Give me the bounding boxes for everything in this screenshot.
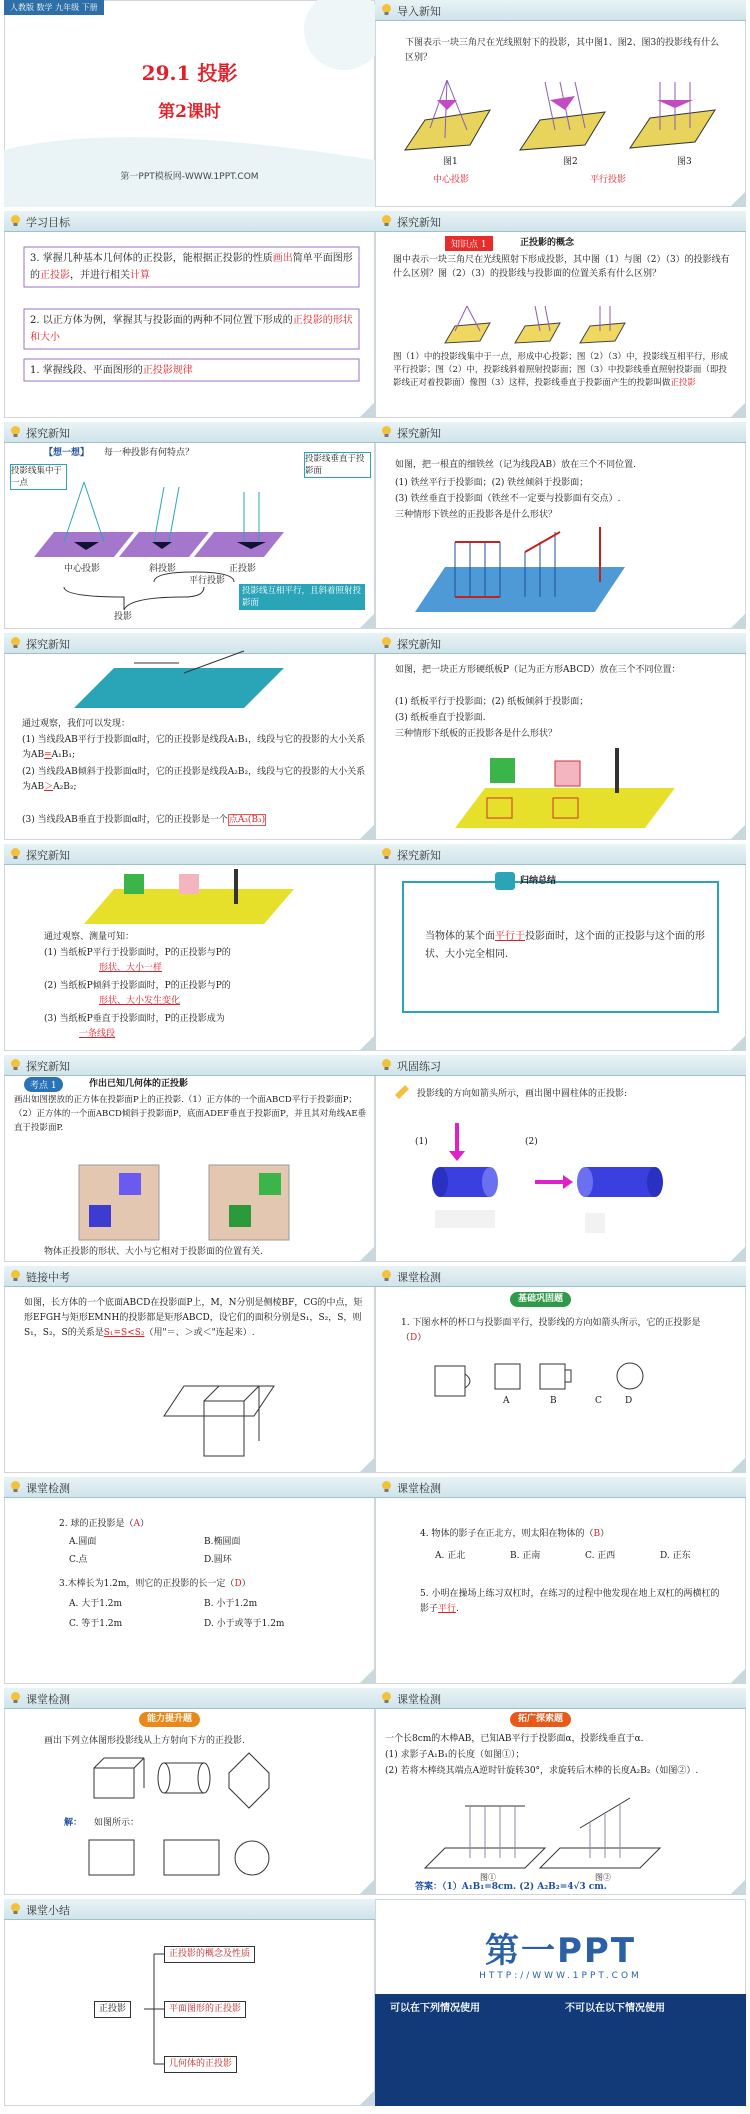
example-text: 画出如图摆放的正方体在投影面P上的正投影.（1）正方体的一个面ABCD平行于投影面P；（2）正方体的一个面ABCD倾斜于投影面P，底面ADEF垂直于投影面P，并且其对角线AE垂直于投影面P. [14, 1095, 367, 1133]
slide-concept [375, 211, 746, 418]
label-projection: 投影 [114, 612, 133, 622]
slide-quiz-2 [4, 1477, 375, 1684]
summary-root: 正投影 [94, 2001, 131, 2018]
extend-text: 一个长8cm的木棒AB，已知AB平行于投影面α，投影线垂直于α. [385, 1734, 644, 1744]
cuboid-figure [4, 1266, 375, 1473]
slide-wire [375, 422, 746, 629]
cardboard-item-1: (1) 纸板平行于投影面；(2) 纸板倾斜于投影面； [395, 697, 589, 707]
ad-url: HTTP://WWW.1PPT.COM [479, 1971, 642, 1981]
exam-text: 如图，长方体的一个底面ABCD在投影面P上，M，N分别是侧棱BF，CG的中点，矩形EFGH与矩形EMNH的投影都是矩形ABCD，设它们的面积分别是S₁，S₂，S，则S₁，S₂，S的关系是S₁=S<S₂（用"＝、＞或＜"连起来）. [24, 1298, 363, 1338]
slide-header: 课堂小结 [4, 1899, 375, 1920]
central-projection-label: 中心投影 [433, 175, 470, 185]
solution-text: 如图所示： [94, 1818, 140, 1828]
label-oblique: 斜投影 [149, 564, 177, 574]
q3-opt-b: B. 小于1.2m [204, 1599, 258, 1609]
slide-header: 探究新知 [4, 1055, 375, 1076]
wire-question: 三种情形下铁丝的正投影各是什么形状？ [395, 510, 558, 520]
slide-header: 课堂检测 [375, 1477, 746, 1498]
label-parallel-brace: 平行投影 [189, 576, 226, 586]
slide-title [4, 0, 375, 207]
slide-exam [4, 1266, 375, 1473]
slide-header: 探究新知 [4, 633, 375, 654]
result-intro: 通过观察，我们可以发现： [22, 719, 131, 729]
cr-3: (3) 当纸板P垂直于投影面时，P的正投影成为 一条线段 [44, 1014, 225, 1039]
q4-opt-a: A. 正北 [435, 1551, 466, 1561]
label-central: 中心投影 [64, 564, 101, 574]
exam-point-title: 作出已知几何体的正投影 [89, 1079, 189, 1089]
extend-badge: 拓广探索题 [510, 1712, 571, 1727]
option-D: D [625, 1396, 633, 1406]
cardboard-item-2: (3) 纸板垂直于投影面. [395, 713, 486, 723]
q4-opt-b: B. 正南 [510, 1551, 541, 1561]
practice-question: 投影线的方向如箭头所示，画出图中圆柱体的正投影: [417, 1089, 628, 1099]
ability-badge: 能力提升题 [139, 1712, 200, 1727]
fig-label-1: 图① [480, 1873, 496, 1882]
wire-figure [375, 422, 746, 629]
triangle-projection-figures [375, 0, 746, 207]
slide-header: 探究新知 [4, 844, 375, 865]
result-2: (2) 当线段AB倾斜于投影面α时，它的正投影是线段A₂B₂，线段与它的投影的大小关系为AB＞A₂B₂; [22, 767, 366, 792]
q2-opt-c: C.点 [69, 1555, 88, 1565]
slide-quiz-5 [375, 1688, 746, 1895]
slide-cardboard [375, 633, 746, 840]
label-orthogonal: 正投影 [229, 564, 257, 574]
q3-opt-d: D. 小于或等于1.2m [204, 1619, 285, 1629]
slide-header: 课堂检测 [375, 1688, 746, 1709]
goal-3: 3. 掌握几种基本几何体的正投影，能根据正投影的性质画出简单平面图形的正投影，并进行相关计算 [30, 253, 353, 281]
wire-intro: 如图，把一根直的细铁丝（记为线段AB）放在三个不同位置. [395, 460, 636, 470]
slide-think [4, 422, 375, 629]
summary-text: 当物体的某个面平行于投影面时，这个面的正投影与这个面的形状、大小完全相同. [425, 931, 705, 960]
slide-header: 探究新知 [4, 422, 375, 443]
slide-header: 探究新知 [375, 844, 746, 865]
lesson-subtitle: 第2课时 [158, 102, 221, 122]
slide-wire-result [4, 633, 375, 840]
q2-opt-d: D.圆环 [204, 1555, 232, 1565]
goal-2: 2. 以正方体为例，掌握其与投影面的两种不同位置下形成的正投影的形状和大小 [30, 315, 353, 343]
slide-quiz-1 [375, 1266, 746, 1473]
exam-point-badge: 考点 1 [24, 1077, 63, 1092]
result-3: (3) 当线段AB垂直于投影面α时，它的正投影是一个点A₃(B₃) [22, 815, 266, 825]
bulb-icon [9, 1480, 22, 1493]
wire-item-1: (1) 铁丝平行于投影面；(2) 铁丝倾斜于投影面； [395, 478, 589, 488]
wire-item-2: (3) 铁丝垂直于投影面（铁丝不一定要与投影面有交点）. [395, 494, 621, 504]
slide-intro [375, 0, 746, 207]
think-question: 每一种投影有何特点？ [104, 448, 195, 458]
solution-label: 解： [64, 1818, 83, 1828]
slide-quiz-4 [4, 1688, 375, 1895]
think-label: 【想一想】 [44, 448, 90, 458]
slide-summary-rule [375, 844, 746, 1051]
site-footer: 第一PPT模板网-WWW.1PPT.COM [120, 172, 259, 182]
slide-header: 课堂检测 [375, 1266, 746, 1287]
q2-opt-b: B.椭圆面 [204, 1537, 241, 1547]
example-footnote: 物体正投影的形状、大小与它相对于投影面的位置有关. [44, 1247, 263, 1257]
fig-label-2: 图② [595, 1873, 611, 1882]
intro-question: 下图表示一块三角尺在光线照射下的投影，其中图1、图2、图3的投影线有什么区别？ [405, 38, 720, 63]
practice-label-1: (1) [415, 1137, 428, 1147]
slide-header: 课堂检测 [4, 1477, 375, 1498]
option-C: C [595, 1396, 602, 1406]
rod-figures [375, 1688, 746, 1895]
quiz1-question: 1. 下图水杯的杯口与投影面平行，投影线的方向如箭头所示，它的正投影是（D） [401, 1318, 701, 1343]
concept-question: 图中表示一块三角尺在光线照射下形成投影，其中图（1）与图（2）（3）的投影线有什么区别？图（2）（3）的投影线与投影面的位置关系有什么区别？ [393, 255, 730, 279]
summary-branch-2: 平面图形的正投影 [164, 2001, 246, 2018]
fig2-label: 图2 [563, 157, 578, 167]
option-A: A [503, 1396, 510, 1406]
slide-ad [375, 1899, 746, 2106]
q4: 4. 物体的影子在正北方，则太阳在物体的（B） [420, 1529, 610, 1539]
option-B: B [550, 1396, 557, 1406]
basic-badge: 基础巩固题 [510, 1292, 571, 1307]
result-1: (1) 当线段AB平行于投影面α时，它的正投影是线段A₁B₁，线段与它的投影的大小关系为AB=A₁B₁; [22, 735, 366, 760]
fig1-label: 图1 [443, 157, 458, 167]
extend-item-1: (1) 求影子A₁B₁的长度（如图①）； [385, 1750, 525, 1760]
slide-header: 探究新知 [375, 422, 746, 443]
solids-figure [4, 1688, 375, 1895]
cr-1: (1) 当纸板P平行于投影面时，P的正投影与P的 形状、大小一样 [44, 948, 231, 973]
slide-summary [4, 1899, 375, 2106]
slide-practice [375, 1055, 746, 1262]
slide-header: 探究新知 [375, 633, 746, 654]
q3-opt-c: C. 等于1.2m [69, 1619, 123, 1629]
summary-branch-1: 正投影的概念及性质 [164, 1946, 255, 1963]
ad-left-title: 可以在下列情况使用 [390, 2003, 480, 2014]
q2-opt-a: A.圆面 [69, 1537, 97, 1547]
slide-header: 探究新知 [375, 211, 746, 232]
slide-quiz-3 [375, 1477, 746, 1684]
slide-header: 导入新知 [375, 0, 746, 21]
slide-header: 链接中考 [4, 1266, 375, 1287]
slide-header: 学习目标 [4, 211, 375, 232]
quiz4-question: 画出下列立体图形投影线从上方射向下方的正投影. [44, 1736, 245, 1746]
cylinder-figures [375, 1055, 746, 1262]
cardboard-figure [375, 633, 746, 840]
parallel-projection-label: 平行投影 [590, 175, 627, 185]
cardboard-question: 三种情形下纸板的正投影各是什么形状？ [395, 729, 558, 739]
q5: 5. 小明在操场上练习双杠时，在练习的过程中他发现在地上双杠的两横杠的影子平行. [420, 1589, 720, 1614]
note-perpendicular: 投影线垂直于投影面 [304, 452, 371, 478]
cr-intro: 通过观察、测量可知： [44, 932, 135, 942]
knowledge-point-title: 正投影的概念 [520, 238, 575, 248]
slide-goals [4, 211, 375, 418]
lesson-title: 29.1 投影 [141, 61, 238, 85]
ad-logo: 第一PPT [484, 1931, 637, 1971]
cube-projection-figures [4, 1055, 375, 1262]
q4-opt-c: C. 正西 [585, 1551, 616, 1561]
cup-options-figure [375, 1266, 746, 1473]
cardboard-intro: 如图，把一块正方形硬纸板P（记为正方形ABCD）放在三个不同位置： [395, 665, 681, 675]
practice-label-2: (2) [525, 1137, 538, 1147]
slide-header: 课堂检测 [4, 1688, 375, 1709]
slide-example-cube [4, 1055, 375, 1262]
knowledge-point-badge: 知识点 1 [445, 236, 493, 251]
extend-answer: 答案：（1）A₁B₁=8cm. (2) A₂B₂=4√3 cm. [415, 1882, 607, 1892]
goal-1: 1. 掌握线段、平面图形的正投影规律 [30, 365, 193, 376]
ad-right-title: 不可以在以下情况使用 [565, 2003, 665, 2014]
cr-2: (2) 当纸板P倾斜于投影面时，P的正投影与P的 形状、大小发生变化 [44, 981, 231, 1006]
slide-header: 巩固练习 [375, 1055, 746, 1076]
q3-opt-a: A. 大于1.2m [69, 1599, 123, 1609]
q4-opt-d: D. 正东 [660, 1551, 691, 1561]
summary-branch-3: 几何体的正投影 [164, 2056, 237, 2073]
q2: 2. 球的正投影是（A） [59, 1519, 149, 1529]
q3: 3.木棒长为1.2m，则它的正投影的长一定（D） [59, 1579, 251, 1589]
course-tag: 人教版 数学 九年级 下册 [4, 0, 104, 15]
note-central: 投影线集中于一点 [10, 464, 67, 490]
note-oblique: 投影线互相平行，且斜着照射投影面 [239, 584, 365, 610]
concept-answer: 图（1）中的投影线集中于一点，形成中心投影；图（2）（3）中，投影线互相平行，形成平行投影；图（2）中，投影线斜着照射投影面；图（3）中投影线垂直照射投影面（即投影线正对着投影面）像图（3）这样，投影线垂直于投影面产生的投影叫做正投影 [393, 352, 728, 388]
slide-cardboard-result [4, 844, 375, 1051]
extend-item-2: (2) 若将木棒绕其端点A逆时针旋转30°，求旋转后木棒的长度A₂B₂（如图②）. [385, 1766, 699, 1776]
summary-title: 归纳总结 [520, 876, 557, 886]
fig3-label: 图3 [677, 157, 692, 167]
bulb-icon [380, 1480, 393, 1493]
